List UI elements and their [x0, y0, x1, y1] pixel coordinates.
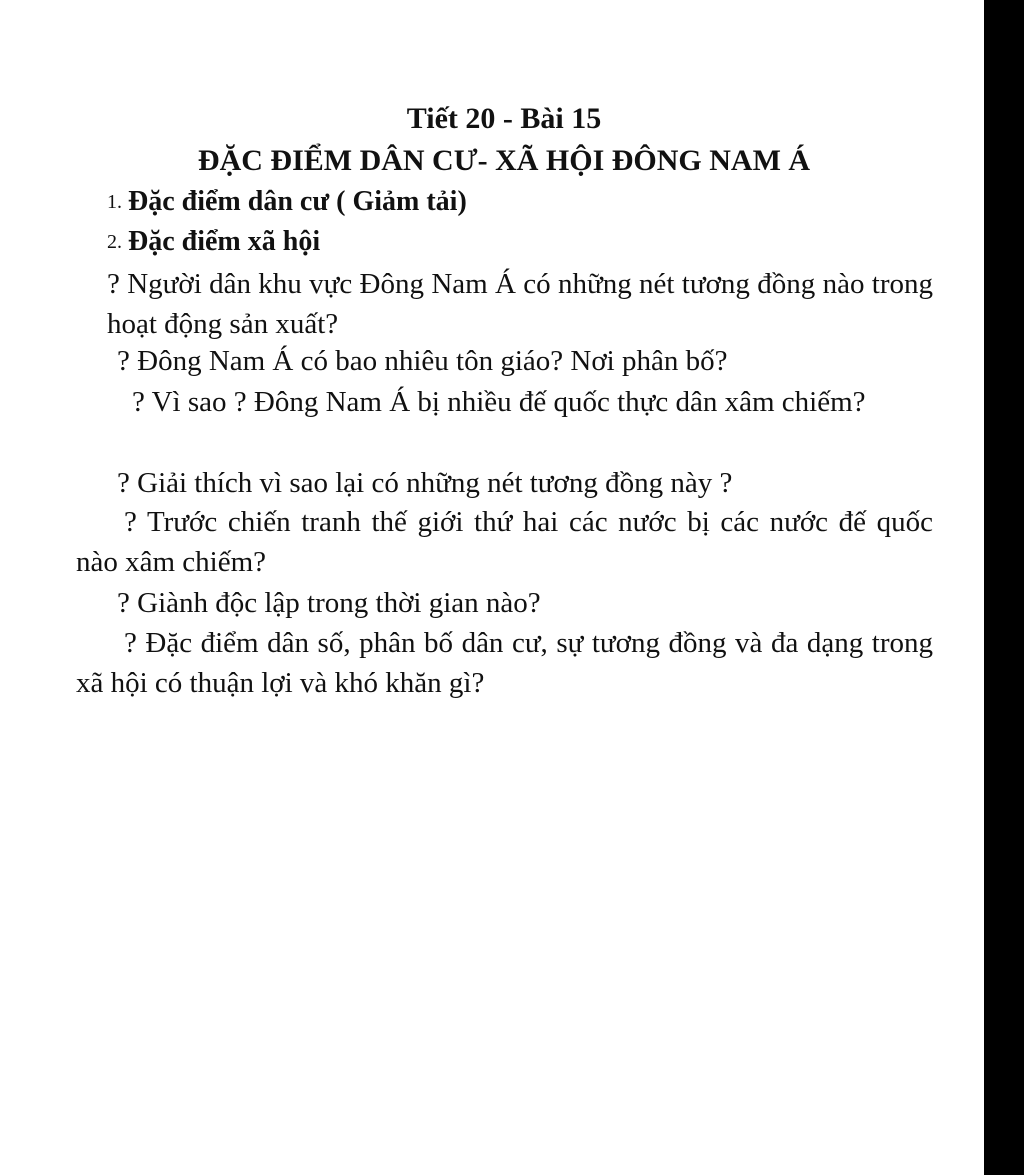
question-paragraph: ? Đông Nam Á có bao nhiêu tôn giáo? Nơi phân bố?: [117, 345, 728, 377]
question-paragraph: ? Trước chiến tranh thế giới thứ hai các nước bị các nước đế quốc nào xâm chiếm?: [76, 506, 933, 578]
section-number: 2.: [107, 231, 122, 253]
question-paragraph: ? Người dân khu vực Đông Nam Á có những nét tương đồng nào trong hoạt động sản xuất?: [107, 268, 933, 340]
lesson-title: Tiết 20 - Bài 15: [406, 102, 602, 135]
question-paragraph: ? Giành độc lập trong thời gian nào?: [117, 587, 541, 619]
question-paragraph: ? Giải thích vì sao lại có những nét tương đồng này ?: [117, 467, 733, 499]
section-label: Đặc điểm xã hội: [128, 226, 321, 257]
section-heading-1: [107, 186, 467, 218]
lesson-subtitle: ĐẶC ĐIỂM DÂN CƯ- XÃ HỘI ĐÔNG NAM Á: [197, 144, 811, 177]
question-paragraph: ? Vì sao ? Đông Nam Á bị nhiều đế quốc thực dân xâm chiếm?: [132, 386, 866, 418]
right-border-bar: [984, 0, 1024, 1175]
question-paragraph: ? Đặc điểm dân số, phân bố dân cư, sự tương đồng và đa dạng trong xã hội có thuận lợi và khó khăn gì?: [76, 627, 933, 699]
section-number: 1.: [107, 191, 122, 213]
section-heading-2: [107, 226, 320, 258]
section-label: Đặc điểm dân cư ( Giảm tải): [128, 186, 467, 217]
